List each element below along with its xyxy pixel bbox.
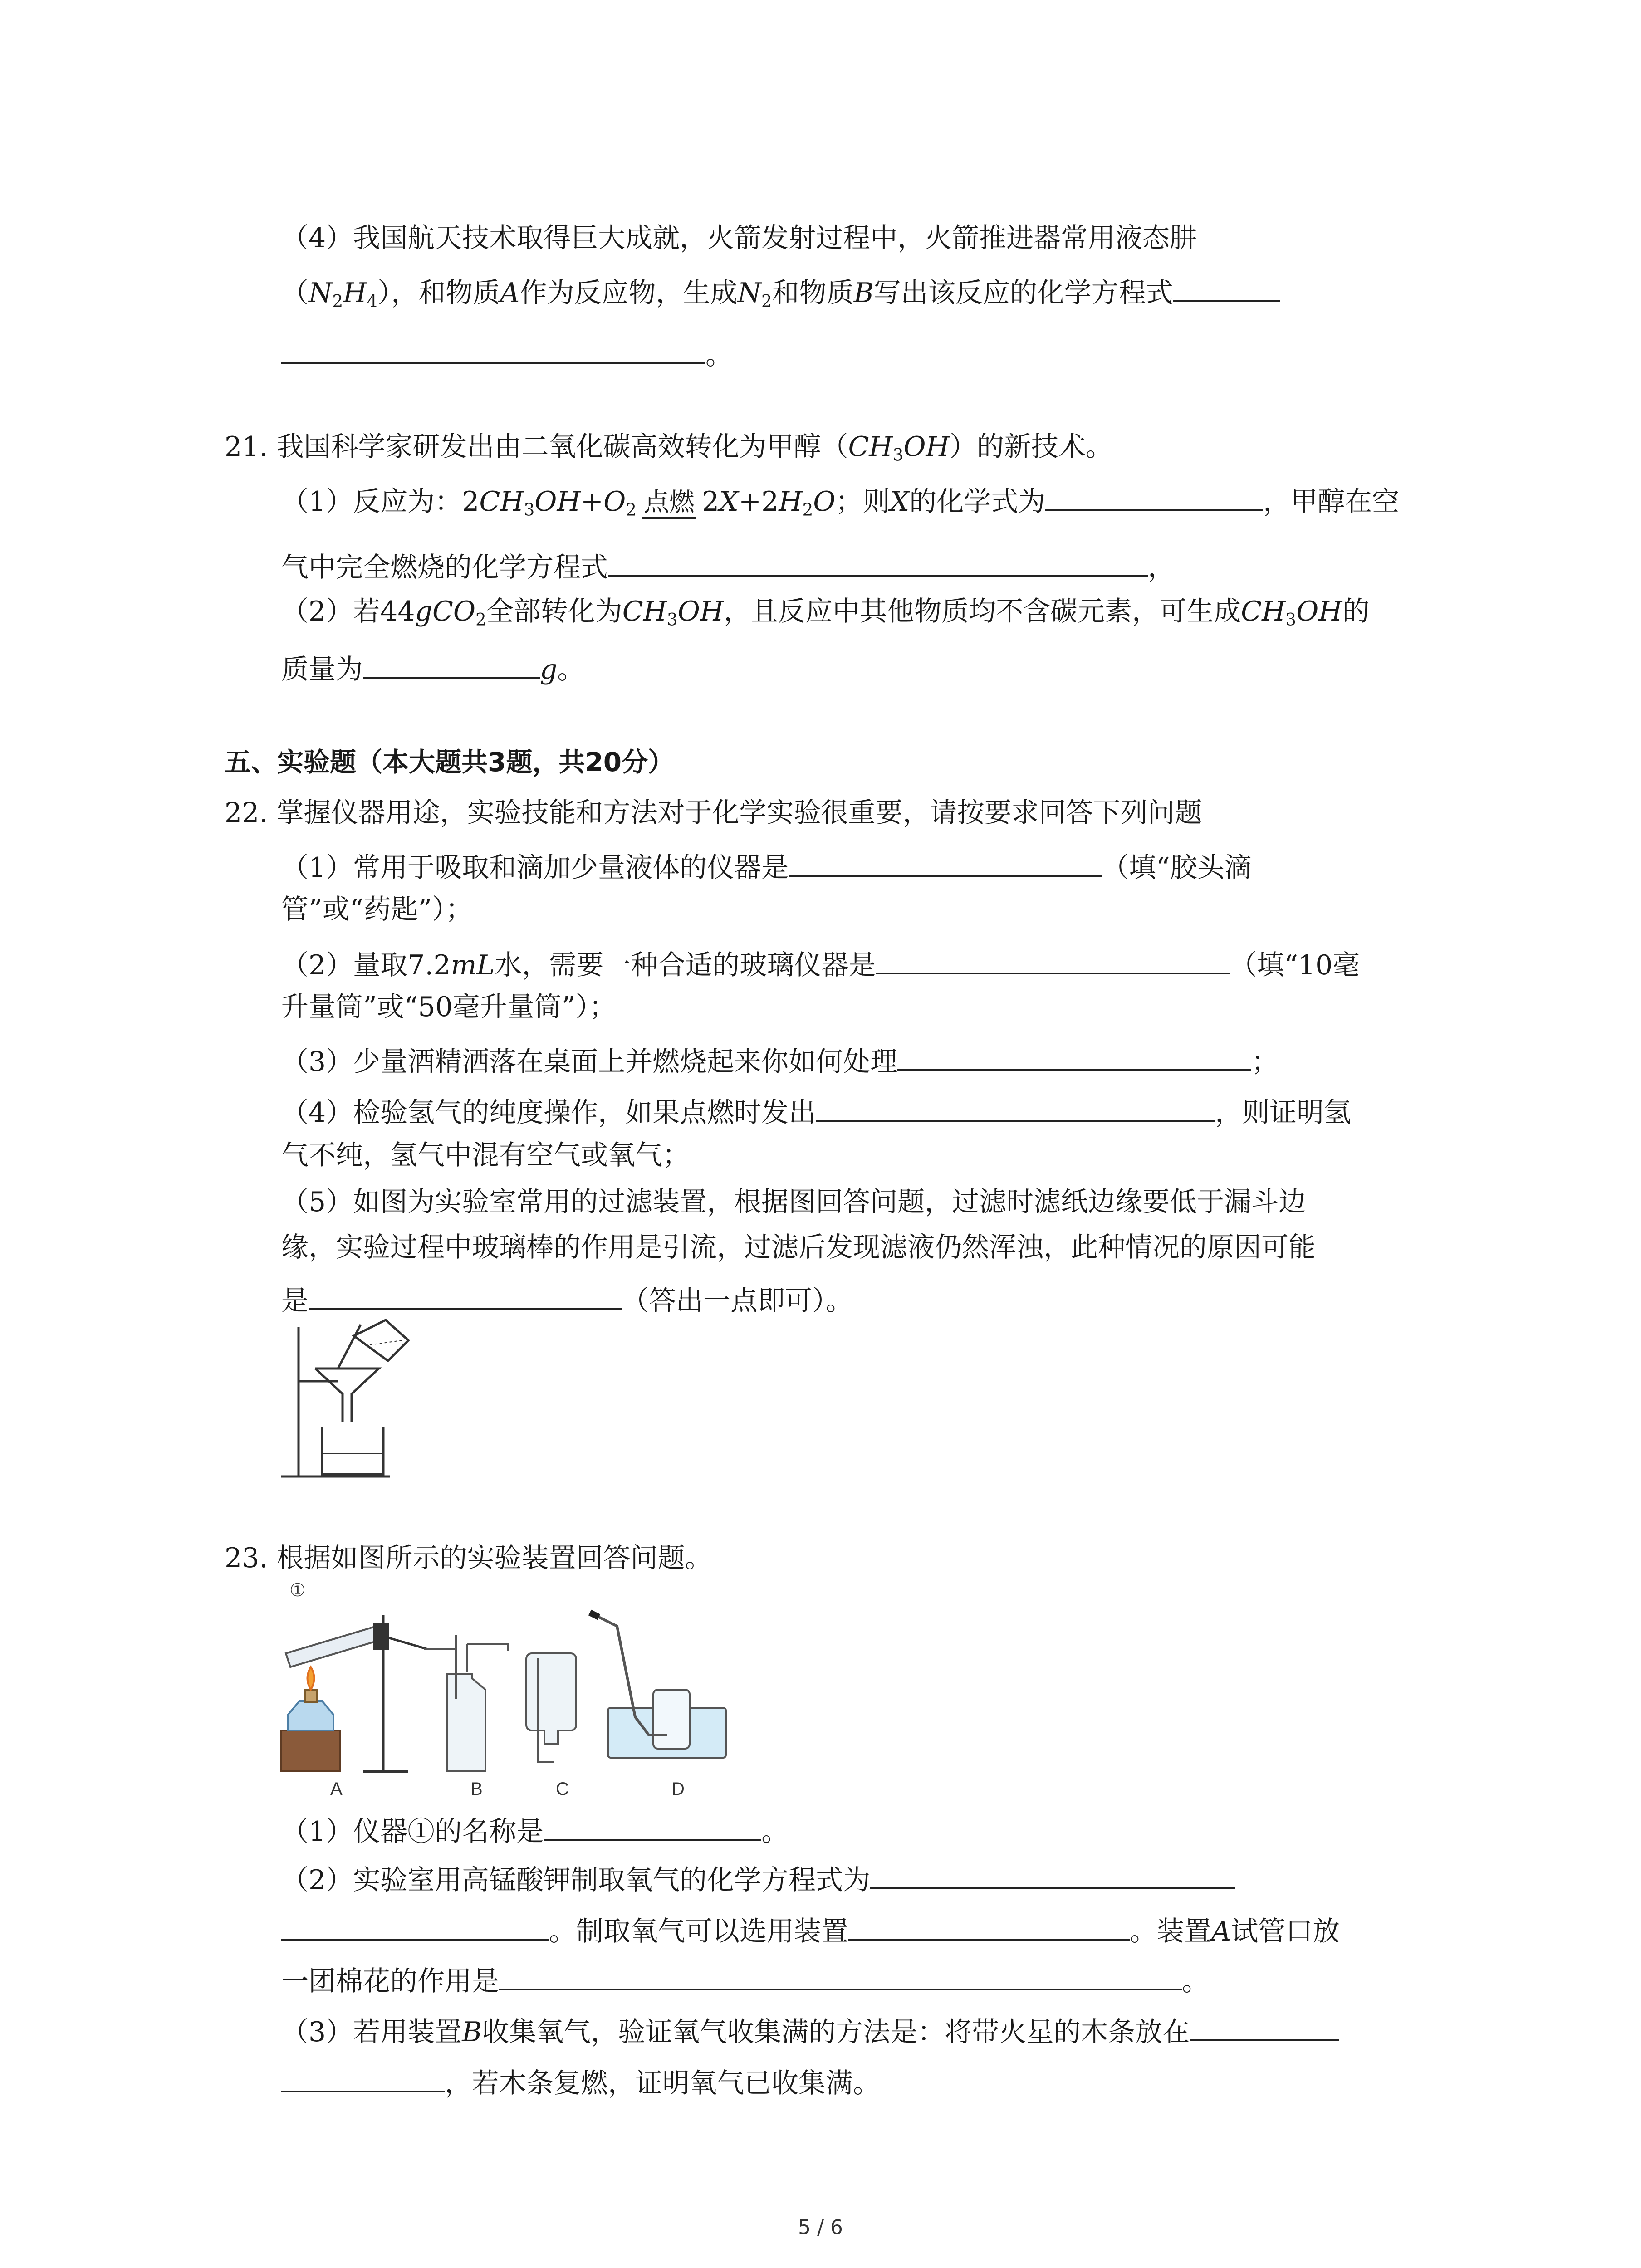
apparatus-label-c: C: [556, 1779, 569, 1799]
q20-part4-line2: $(N_2H_4)$，和物质A作为反应物，生成$N_2$和物质B写出该反应的化学方程式: [281, 271, 1280, 311]
q22-part2-line1: （2）量取7.2mL水，需要一种合适的玻璃仪器是 （填“10毫: [281, 943, 1360, 983]
q22-part5-line3: 是 （答出一点即可）。: [281, 1279, 853, 1319]
apparatus-c: [526, 1653, 576, 1762]
q23-part1: （1）仪器①的名称是 。: [281, 1810, 789, 1850]
answer-blank[interactable]: [281, 333, 705, 364]
q23-part3-line2: ，若木条复燃，证明氧气已收集满。: [281, 2062, 880, 2102]
q20-part4-line3: 。: [281, 333, 733, 373]
q23-part3-line1: （3）若用装置B收集氧气，验证氧气收集满的方法是：将带火星的木条放在: [281, 2010, 1339, 2050]
q23-part2-line2: 。制取氧气可以选用装置 。装置A试管口放: [281, 1910, 1340, 1950]
section-title: 五、实验题（本大题共3题，共20分）: [225, 747, 675, 777]
apparatus-label-a: A: [330, 1779, 343, 1799]
q22-part1-line1: （1）常用于吸取和滴加少量液体的仪器是 （填“胶头滴: [281, 846, 1252, 886]
page-number: 5 / 6: [798, 2216, 843, 2239]
answer-blank[interactable]: [608, 546, 1148, 577]
instrument-marker: ①: [289, 1580, 306, 1600]
answer-blank[interactable]: [544, 1810, 761, 1841]
answer-blank[interactable]: [848, 1910, 1130, 1941]
answer-blank[interactable]: [789, 846, 1102, 877]
apparatus-label-b: B: [470, 1779, 483, 1799]
q21-part1-line1: （1）反应为：$2CH_3OH+O_2$ 点燃 $2X+2H_2O$；则X的化学式为 ，甲醇在空: [281, 480, 1399, 521]
answer-blank[interactable]: [1045, 480, 1263, 511]
q22-stem: 22. 掌握仪器用途，实验技能和方法对于化学实验很重要，请按要求回答下列问题: [225, 797, 1202, 829]
lab-apparatus-figure: [272, 1599, 749, 1776]
reaction-condition: 点燃: [642, 484, 696, 521]
answer-blank[interactable]: [1173, 271, 1280, 302]
answer-blank[interactable]: [897, 1040, 1251, 1071]
apparatus-d: [590, 1613, 726, 1758]
q22-part3: （3）少量酒精洒落在桌面上并燃烧起来你如何处理 ；: [281, 1040, 1279, 1080]
answer-blank[interactable]: [499, 1960, 1182, 1990]
q21-part2-line2: 质量为 g。: [281, 648, 584, 688]
beaker: [322, 1427, 383, 1474]
glass-rod: [338, 1325, 361, 1369]
q22-part1-line2: 管”或“药匙”）；: [281, 894, 473, 925]
q23-stem: 23. 根据如图所示的实验装置回答问题。: [225, 1542, 712, 1574]
q22-part2-line2: 升量筒”或“50毫升量筒”）；: [281, 991, 617, 1023]
answer-blank[interactable]: [870, 1858, 1235, 1889]
q21-part2-line1: （2）若44gCO$_2$全部转化为$CH_3OH$，且反应中其他物质均不含碳元素，可生成$CH_3OH$的: [281, 596, 1370, 630]
filtration-apparatus-figure: [272, 1318, 417, 1481]
answer-blank[interactable]: [1190, 2010, 1339, 2041]
q22-part4-line2: 气不纯，氢气中混有空气或氧气；: [281, 1139, 690, 1171]
q20-part4-line1: （4）我国航天技术取得巨大成就，火箭发射过程中，火箭推进器常用液态肼: [281, 222, 1197, 254]
answer-blank[interactable]: [281, 2062, 445, 2092]
answer-blank[interactable]: [309, 1279, 622, 1310]
q23-part2-line1: （2）实验室用高锰酸钾制取氧气的化学方程式为: [281, 1858, 1235, 1898]
q21-stem: 21. 我国科学家研发出由二氧化碳高效转化为甲醇$(CH_3OH)$的新技术。: [225, 431, 1113, 465]
q22-part4-line1: （4）检验氢气的纯度操作，如果点燃时发出 ，则证明氢: [281, 1091, 1351, 1131]
apparatus-a: [281, 1615, 426, 1771]
q23-part2-line3: 一团棉花的作用是 。: [281, 1960, 1209, 1999]
answer-blank[interactable]: [363, 648, 540, 679]
q21-part1-line2: 气中完全燃烧的化学方程式 ，: [281, 546, 1175, 586]
q22-part5-line2: 缘，实验过程中玻璃棒的作用是引流，过滤后发现滤液仍然浑浊，此种情况的原因可能: [281, 1232, 1316, 1263]
q22-part5-line1: （5）如图为实验室常用的过滤装置，根据图回答问题，过滤时滤纸边缘要低于漏斗边: [281, 1186, 1306, 1218]
answer-blank[interactable]: [816, 1091, 1215, 1122]
apparatus-label-d: D: [671, 1779, 685, 1799]
apparatus-b: [424, 1635, 508, 1771]
answer-blank[interactable]: [281, 1910, 549, 1941]
answer-blank[interactable]: [876, 943, 1230, 974]
